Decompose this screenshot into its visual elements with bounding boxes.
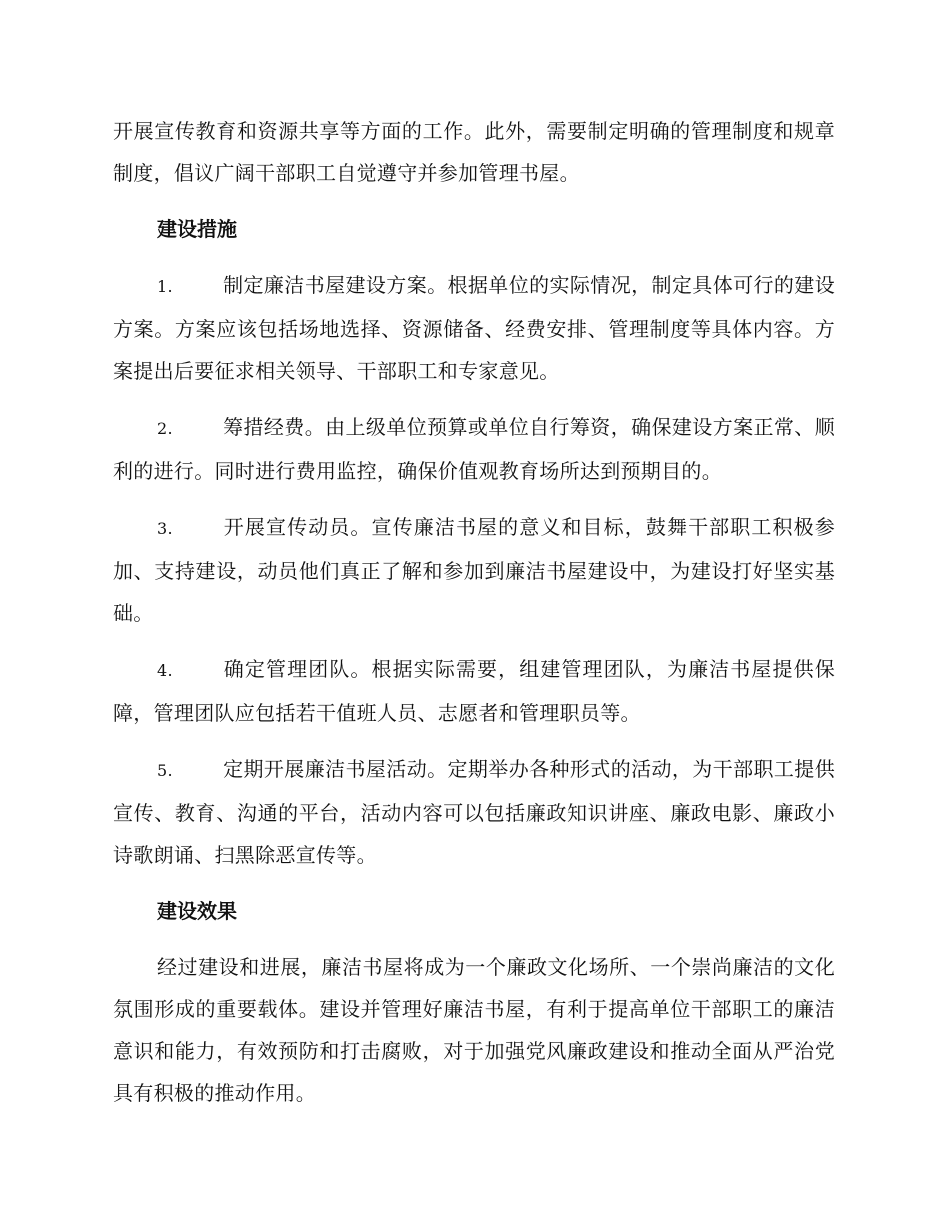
measure-item-2 xyxy=(113,406,835,492)
measure-text: 筹措经费。由上级单位预算或单位自行筹资，确保建设方案正常、顺利的进行。同时进行费用监控，确保价值观教育场所达到预期目的。 xyxy=(113,415,835,483)
measure-number: 5. xyxy=(157,761,173,780)
measure-number: 3. xyxy=(157,519,173,538)
measure-text: 定期开展廉洁书屋活动。定期举办各种形式的活动，为干部职工提供宣传、教育、沟通的平台，活动内容可以包括廉政知识讲座、廉政电影、廉政小诗歌朗诵、扫黑除恶宣传等。 xyxy=(113,757,835,867)
measure-number: 2. xyxy=(157,419,173,438)
section-heading-effects: 建设效果 xyxy=(157,899,237,923)
measure-item-4 xyxy=(113,648,835,734)
section-heading-measures: 建设措施 xyxy=(157,217,237,241)
measure-number: 4. xyxy=(157,661,173,680)
measure-text: 制定廉洁书屋建设方案。根据单位的实际情况，制定具体可行的建设方案。方案应该包括场地选择、资源储备、经费安排、管理制度等具体内容。方案提出后要征求相关领导、干部职工和专家意见。 xyxy=(113,273,835,383)
measure-item-5 xyxy=(113,748,835,876)
measure-text: 确定管理团队。根据实际需要，组建管理团队，为廉洁书屋提供保障，管理团队应包括若干值班人员、志愿者和管理职员等。 xyxy=(113,657,835,725)
measure-number: 1. xyxy=(157,277,173,296)
document-body xyxy=(113,110,835,1128)
effect-paragraph: 经过建设和进展，廉洁书屋将成为一个廉政文化场所、一个崇尚廉洁的文化氛围形成的重要载体。建设并管理好廉洁书屋，有利于提高单位干部职工的廉洁意识和能力，有效预防和打击腐败，对于加强党风廉政建设和推动全面从严治党具有积极的推动作用。 xyxy=(113,955,835,1105)
measure-text: 开展宣传动员。宣传廉洁书屋的意义和目标，鼓舞干部职工积极参加、支持建设，动员他们真正了解和参加到廉洁书屋建设中，为建设打好坚实基础。 xyxy=(113,515,835,625)
measure-item-3 xyxy=(113,506,835,634)
intro-paragraph: 开展宣传教育和资源共享等方面的工作。此外，需要制定明确的管理制度和规章制度，倡议广阔干部职工自觉遵守并参加管理书屋。 xyxy=(113,119,835,185)
measure-item-1 xyxy=(113,264,835,392)
